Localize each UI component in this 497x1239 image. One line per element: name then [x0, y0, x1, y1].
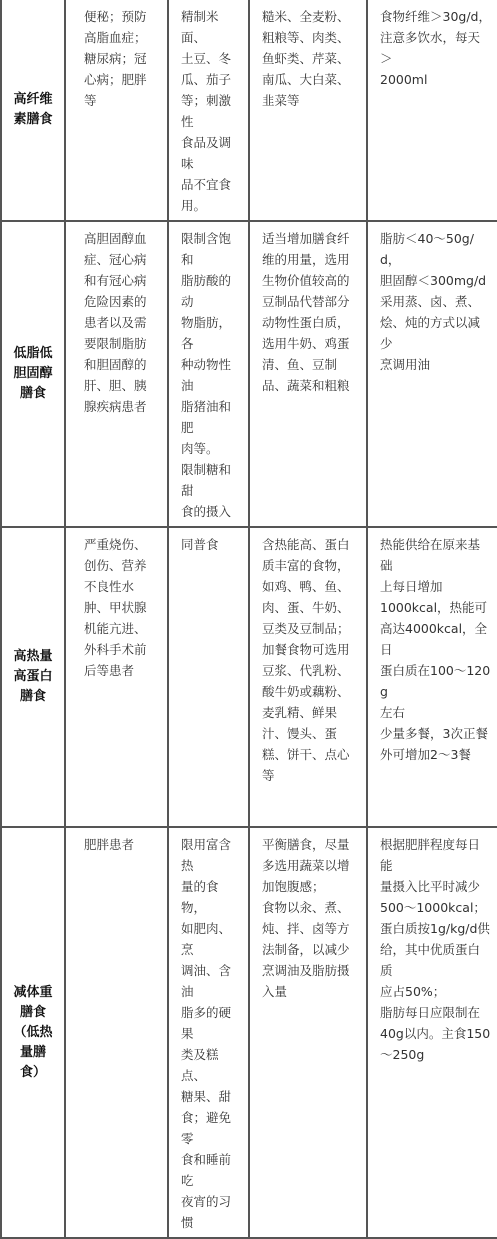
recommended-foods-cell: 适当增加膳食纤 维的用量，选用 生物价值较高的 豆制品代替部分 动物性蛋白质， 选用牛奶、鸡蛋 清、鱼、豆制 品、蔬菜和粗粮 — [249, 221, 367, 527]
notes-cell: 脂肪＜40～50g/d， 胆固醇＜300mg/d 采用蒸、卤、煮、 烩、炖的方式以减少 烹调用油 — [367, 221, 497, 527]
diet-name-cell: 高热量 高蛋白 膳食 — [1, 527, 65, 827]
restrictions-cell: 精制米面、 土豆、冬 瓜、茄子 等；刺激性 食品及调味 品不宜食 用。 — [168, 0, 249, 221]
restrictions-cell: 限制含饱和 脂肪酸的动 物脂肪，各 种动物性油 脂猪油和肥 肉等。 限制糖和甜 食的摄入 — [168, 221, 249, 527]
table-row — [1, 221, 497, 527]
restrictions-cell: 同普食 — [168, 527, 249, 827]
indication-cell: 便秘；预防 高脂血症； 糖尿病；冠 心病；肥胖 等 — [65, 0, 168, 221]
indication-cell: 肥胖患者 — [65, 827, 168, 1238]
recommended-foods-cell: 平衡膳食，尽量 多选用蔬菜以增 加饱腹感； 食物以汆、煮、 炖、拌、卤等方 法制备，以减少 烹调油及脂肪摄 入量 — [249, 827, 367, 1238]
notes-cell: 根据肥胖程度每日能 量摄入比平时减少 500～1000kcal； 蛋白质按1g/kg/d供 给，其中优质蛋白质 应占50%； 脂肪每日应限制在 40g以内。主食150 ～250g — [367, 827, 497, 1238]
notes-cell: 热能供给在原来基础 上每日增加 1000kcal，热能可 高达4000kcal，全日 蛋白质在100～120g 左右 少量多餐，3次正餐 外可增加2～3餐 — [367, 527, 497, 827]
table-row — [1, 827, 497, 1238]
diet-name-cell: 减体重 膳食 （低热 量膳 食） — [1, 827, 65, 1238]
diet-name-cell: 高纤维 素膳食 — [1, 0, 65, 221]
recommended-foods-cell: 糙米、全麦粉、 粗粮等、肉类、 鱼虾类、芹菜、 南瓜、大白菜、 韭菜等 — [249, 0, 367, 221]
indication-cell: 严重烧伤、 创伤、营养 不良性水 肿、甲状腺 机能亢进、 外科手术前 后等患者 — [65, 527, 168, 827]
diet-name-cell: 低脂低 胆固醇 膳食 — [1, 221, 65, 527]
table-row — [1, 527, 497, 827]
restrictions-cell: 限用富含热 量的食物， 如肥肉、烹 调油、含油 脂多的硬果 类及糕点、 糖果、甜 食；避免零 食和睡前吃 夜宵的习惯 — [168, 827, 249, 1238]
table-row — [1, 0, 497, 221]
recommended-foods-cell: 含热能高、蛋白 质丰富的食物， 如鸡、鸭、鱼、 肉、蛋、牛奶、 豆类及豆制品； 加餐食物可选用 豆浆、代乳粉、 酸牛奶或藕粉、 麦乳精、鲜果 汁、馒头、蛋 糕、饼干、点心 等 — [249, 527, 367, 827]
indication-cell: 高胆固醇血 症、冠心病 和有冠心病 危险因素的 患者以及需 要限制脂肪 和胆固醇的 肝、胆、胰 腺疾病患者 — [65, 221, 168, 527]
notes-cell: 食物纤维＞30g/d， 注意多饮水，每天＞ 2000ml — [367, 0, 497, 221]
